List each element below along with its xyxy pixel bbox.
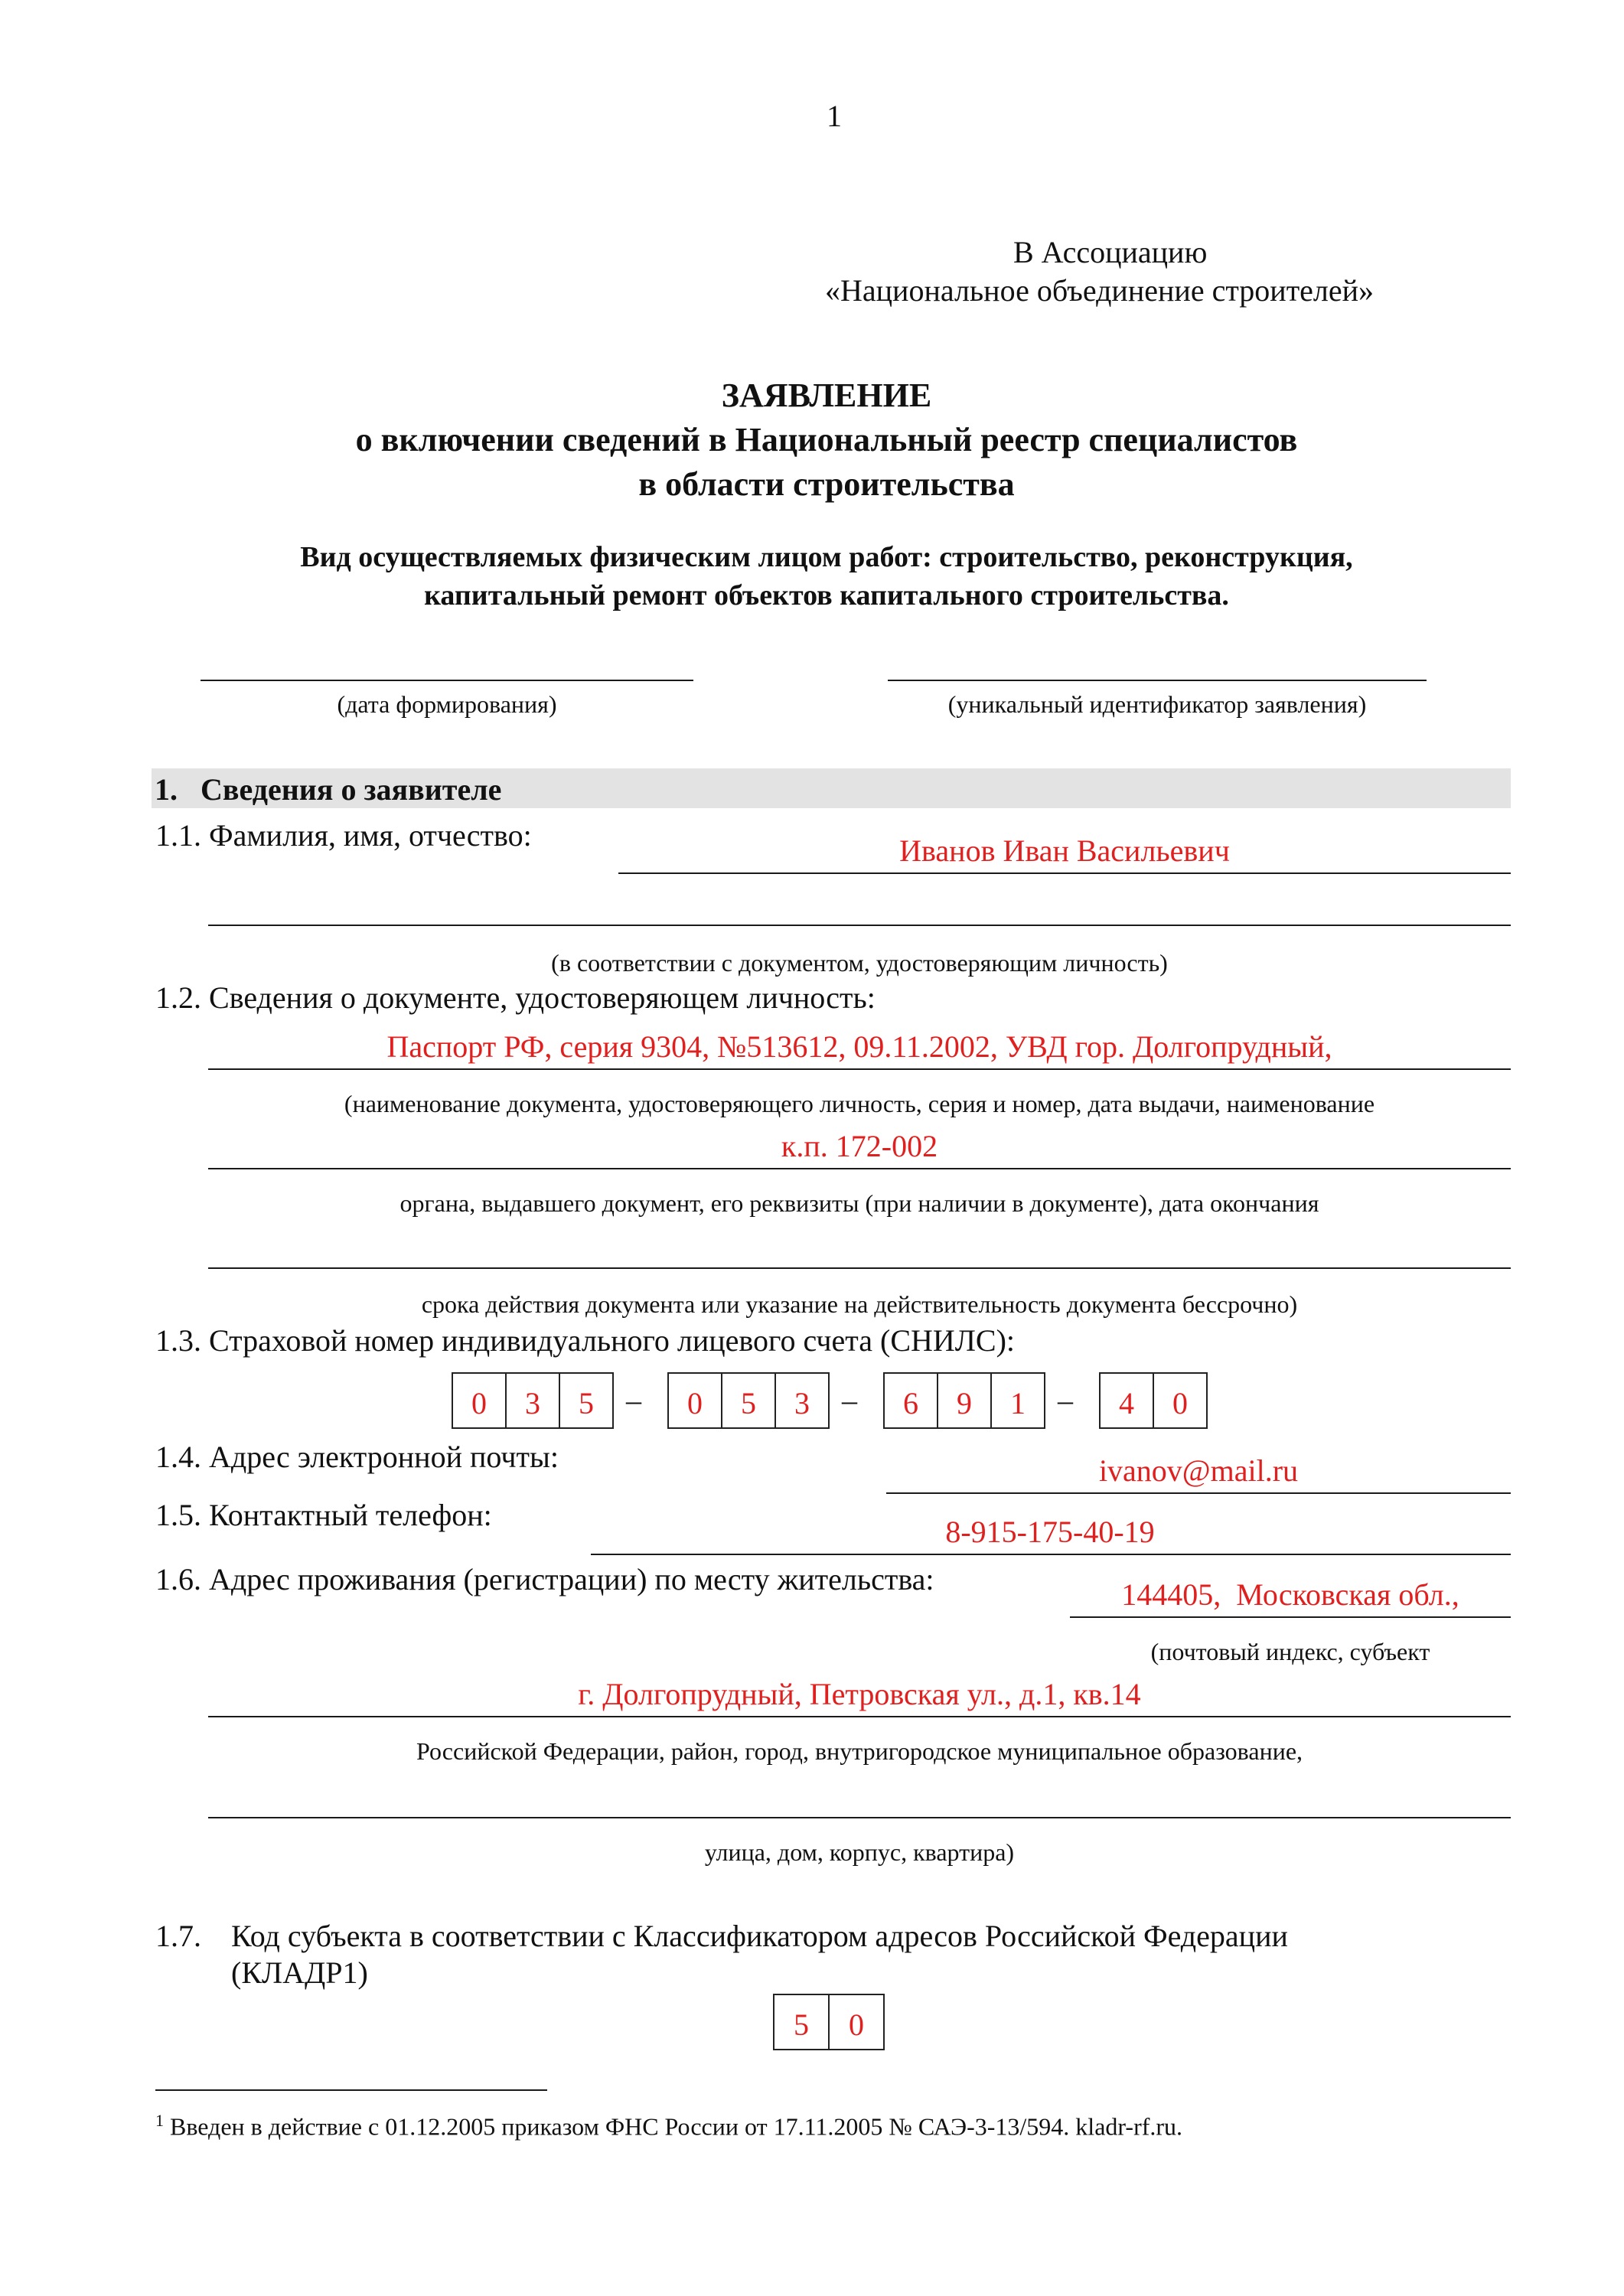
doc-value-1[interactable]: Паспорт РФ, серия 9304, №513612, 09.11.2002, УВД гор. Долгопрудный, — [386, 1029, 1332, 1064]
address-line-2 — [208, 1716, 1511, 1717]
title-line-3: в области строительства — [638, 465, 1015, 503]
snils-separator: – — [1058, 1383, 1073, 1417]
addressee-line-1: В Ассоциацию — [1013, 235, 1208, 269]
doc-caption-1: (наименование документа, удостоверяющего личность, серия и номер, дата выдачи, наименование — [344, 1090, 1375, 1117]
address-label: 1.6. Адрес проживания (регистрации) по месту жительства: — [155, 1562, 934, 1596]
snils-digit[interactable]: 3 — [774, 1372, 830, 1429]
kladr-digit[interactable]: 0 — [828, 1994, 885, 2050]
snils-digit[interactable]: 3 — [505, 1372, 560, 1429]
email-label: 1.4. Адрес электронной почты: — [155, 1440, 559, 1474]
section-1-heading-text: 1. Сведения о заявителе — [155, 772, 502, 807]
fio-line-2 — [208, 925, 1511, 926]
kladr-digit[interactable]: 5 — [773, 1994, 830, 2050]
fio-label: 1.1. Фамилия, имя, отчество: — [155, 818, 532, 853]
doc-value-2[interactable]: к.п. 172-002 — [781, 1129, 938, 1163]
snils-separator: – — [842, 1383, 857, 1417]
work-type-line-1: Вид осуществляемых физическим лицом работ: строительство, реконструкция, — [300, 541, 1353, 573]
footnote-text: Введен в действие с 01.12.2005 приказом ФНС России от 17.11.2005 № САЭ-3-13/594. kladr-rf.ru. — [170, 2112, 1183, 2141]
fio-line-1 — [618, 872, 1511, 874]
doc-title — [0, 373, 1624, 507]
fio-value[interactable]: Иванов Иван Васильевич — [899, 833, 1230, 868]
address-line-1 — [1070, 1616, 1511, 1618]
date-caption: (дата формирования) — [337, 690, 557, 718]
fio-caption: (в соответствии с документом, удостоверяющим личность) — [551, 949, 1168, 977]
page-number: 1 — [827, 99, 842, 133]
title-line-2: о включении сведений в Национальный реестр специалистов — [355, 421, 1298, 458]
snils-digit[interactable]: 4 — [1099, 1372, 1154, 1429]
snils-digit[interactable]: 5 — [559, 1372, 614, 1429]
address-value-2[interactable]: г. Долгопрудный, Петровская ул., д.1, кв.14 — [578, 1677, 1141, 1711]
snils-digit[interactable]: 1 — [990, 1372, 1045, 1429]
snils-label: 1.3. Страховой номер индивидуального лицевого счета (СНИЛС): — [155, 1323, 1016, 1358]
address-caption-1: (почтовый индекс, субъект — [1150, 1638, 1430, 1665]
snils-digit[interactable]: 0 — [667, 1372, 722, 1429]
footnote — [155, 2111, 1182, 2141]
addressee-line-2: «Национальное объединение строителей» — [825, 273, 1375, 308]
kladr-label-line-1: Код субъекта в соответствии с Классификатором адресов Российской Федерации — [231, 1919, 1288, 1953]
snils-digit[interactable]: 9 — [937, 1372, 992, 1429]
snils-digit[interactable]: 5 — [721, 1372, 776, 1429]
phone-line — [591, 1554, 1511, 1555]
doc-line-2 — [208, 1168, 1511, 1169]
snils-separator: – — [626, 1383, 641, 1417]
footnote-marker: 1 — [155, 2111, 164, 2130]
phone-value[interactable]: 8-915-175-40-19 — [945, 1515, 1155, 1549]
footnote-divider — [155, 2089, 547, 2091]
doc-line-3 — [208, 1267, 1511, 1269]
section-1-heading — [152, 768, 1511, 808]
work-type — [0, 538, 1624, 615]
address-caption-2: Российской Федерации, район, город, внутригородское муниципальное образование, — [416, 1737, 1303, 1765]
snils-digit[interactable]: 0 — [1153, 1372, 1208, 1429]
kladr-label-line-2: (КЛАДР1) — [231, 1955, 368, 1990]
address-line-3 — [208, 1817, 1511, 1818]
phone-label: 1.5. Контактный телефон: — [155, 1498, 492, 1532]
email-line — [886, 1492, 1511, 1494]
title-line-1: ЗАЯВЛЕНИЕ — [721, 377, 932, 414]
date-line[interactable] — [201, 680, 693, 681]
id-caption: (уникальный идентификатор заявления) — [947, 690, 1367, 718]
address-caption-3: улица, дом, корпус, квартира) — [704, 1838, 1015, 1866]
kladr-label — [231, 1918, 1288, 1991]
address-value-1[interactable]: 144405, Московская обл., — [1121, 1577, 1459, 1612]
doc-caption-3: срока действия документа или указание на действительность документа бессрочно) — [421, 1290, 1298, 1318]
snils-digit[interactable]: 0 — [452, 1372, 507, 1429]
id-line[interactable] — [888, 680, 1427, 681]
doc-caption-2: органа, выдавшего документ, его реквизиты (при наличии в документе), дата окончания — [399, 1189, 1319, 1217]
email-value[interactable]: ivanov@mail.ru — [1098, 1453, 1299, 1488]
doc-label: 1.2. Сведения о документе, удостоверяющем личность: — [155, 980, 876, 1015]
doc-line-1 — [208, 1068, 1511, 1070]
snils-digit[interactable]: 6 — [883, 1372, 938, 1429]
work-type-line-2: капитальный ремонт объектов капитального строительства. — [424, 579, 1229, 612]
kladr-number: 1.7. — [155, 1919, 201, 1953]
